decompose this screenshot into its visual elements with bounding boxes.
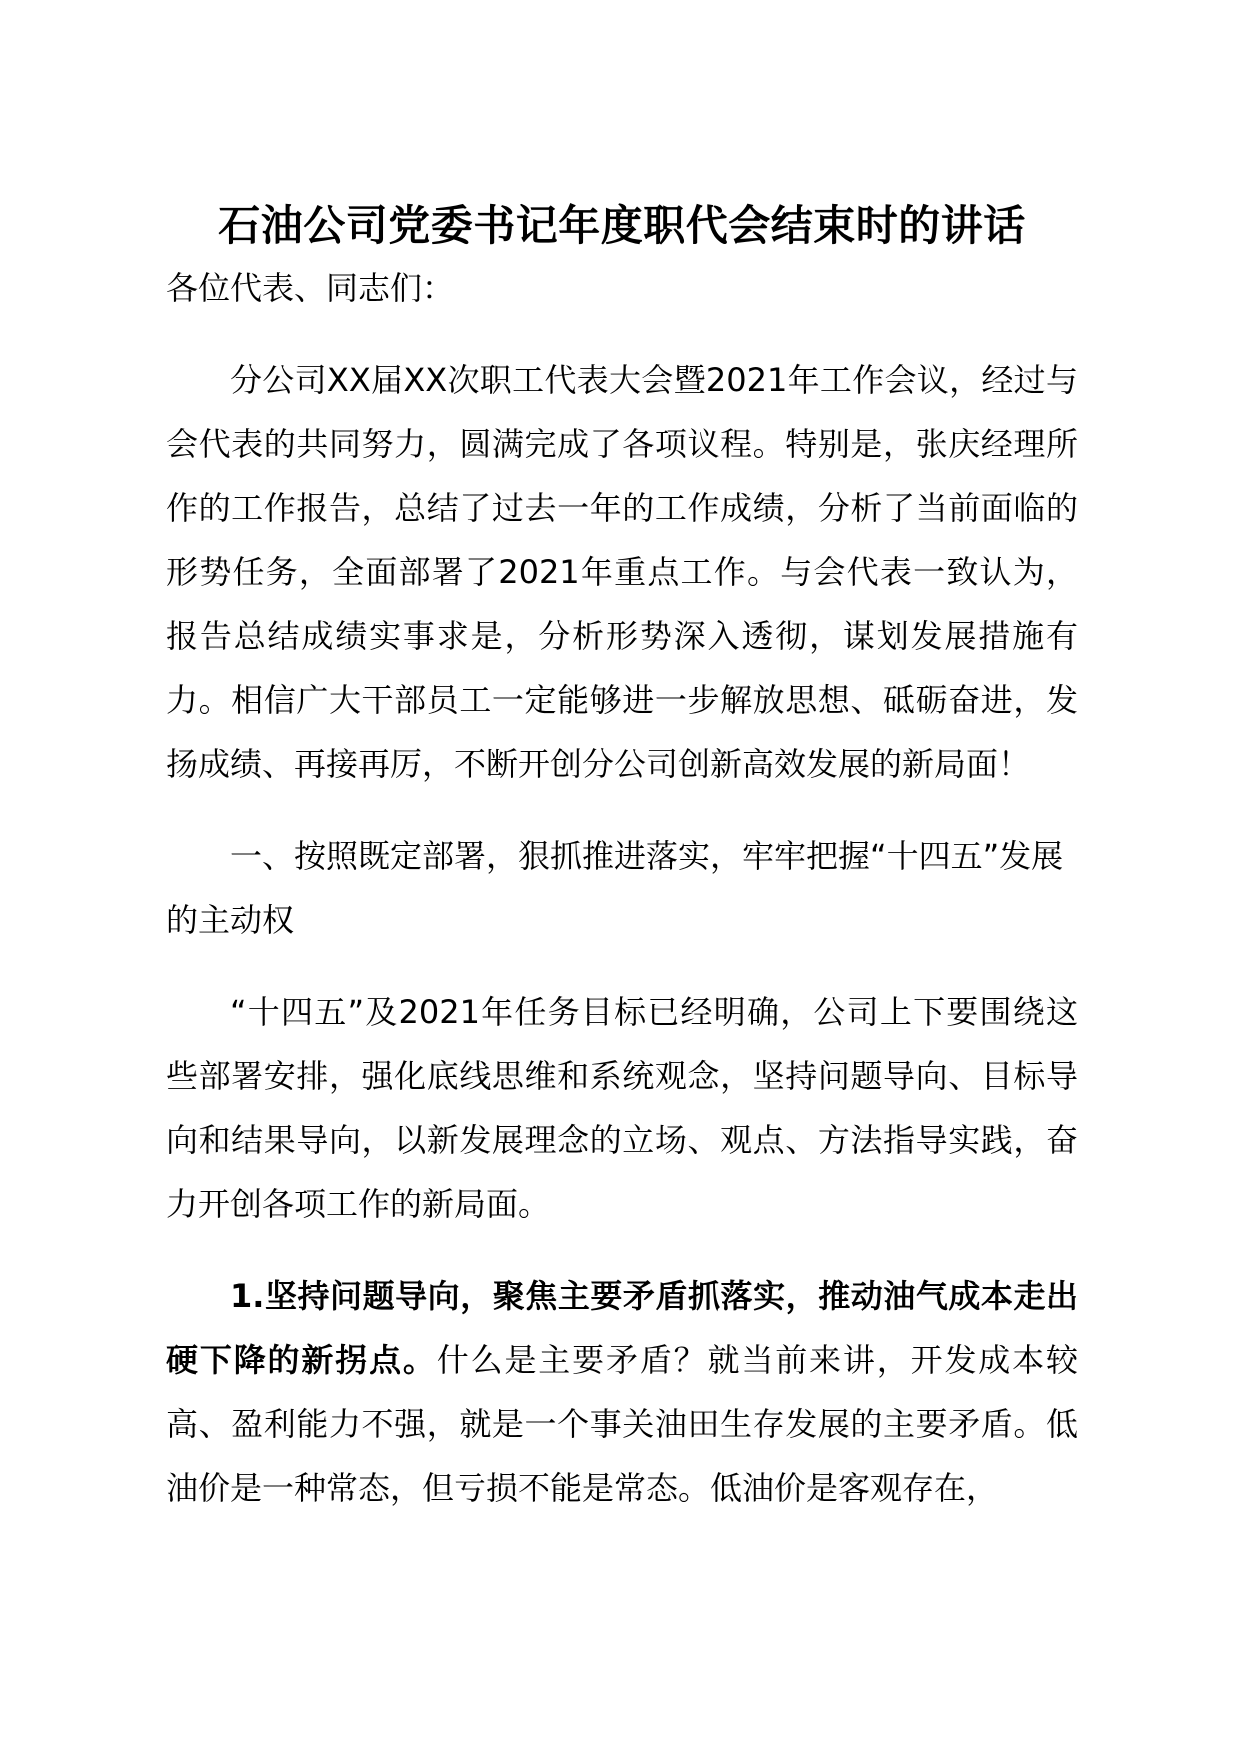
document-title: 石油公司党委书记年度职代会结束时的讲话 (218, 201, 1026, 250)
paragraph-targets: “十四五”及2021年任务目标已经明确，公司上下要围绕这些部署安排，强化底线思维和系统观念，坚持问题导向、目标导向和结果导向，以新发展理念的立场、观点、方法指导实践，奋力开创各项工作的新局面。 (166, 993, 1078, 1223)
point-1-bold-lead: 1.坚持问题导向，聚焦主要矛盾抓落实，推动油气成本走出硬下降的新拐点。 (166, 1277, 1078, 1379)
paragraph-point-1 (166, 1264, 1078, 1520)
section-heading-1: 一、按照既定部署，狠抓推进落实，牢牢把握“十四五”发展的主动权 (166, 837, 1064, 939)
document-body (166, 196, 1078, 1520)
point-1-text: 什么是主要矛盾？就当前来讲，开发成本较高、盈利能力不强，就是一个事关油田生存发展的主要矛盾。低油价是一种常态，但亏损不能是常态。低油价是客观存在， (166, 1341, 1078, 1507)
greeting: 各位代表、同志们： (166, 269, 455, 307)
paragraph-intro: 分公司XX届XX次职工代表大会暨2021年工作会议，经过与会代表的共同努力，圆满完成了各项议程。特别是，张庆经理所作的工作报告，总结了过去一年的工作成绩，分析了当前面临的形势任务，全面部署了2021年重点工作。与会代表一致认为，报告总结成绩实事求是，分析形势深入透彻，谋划发展措施有力。相信广大干部员工一定能够进一步解放思想、砥砺奋进，发扬成绩、再接再厉，不断开创分公司创新高效发展的新局面！ (166, 361, 1078, 783)
